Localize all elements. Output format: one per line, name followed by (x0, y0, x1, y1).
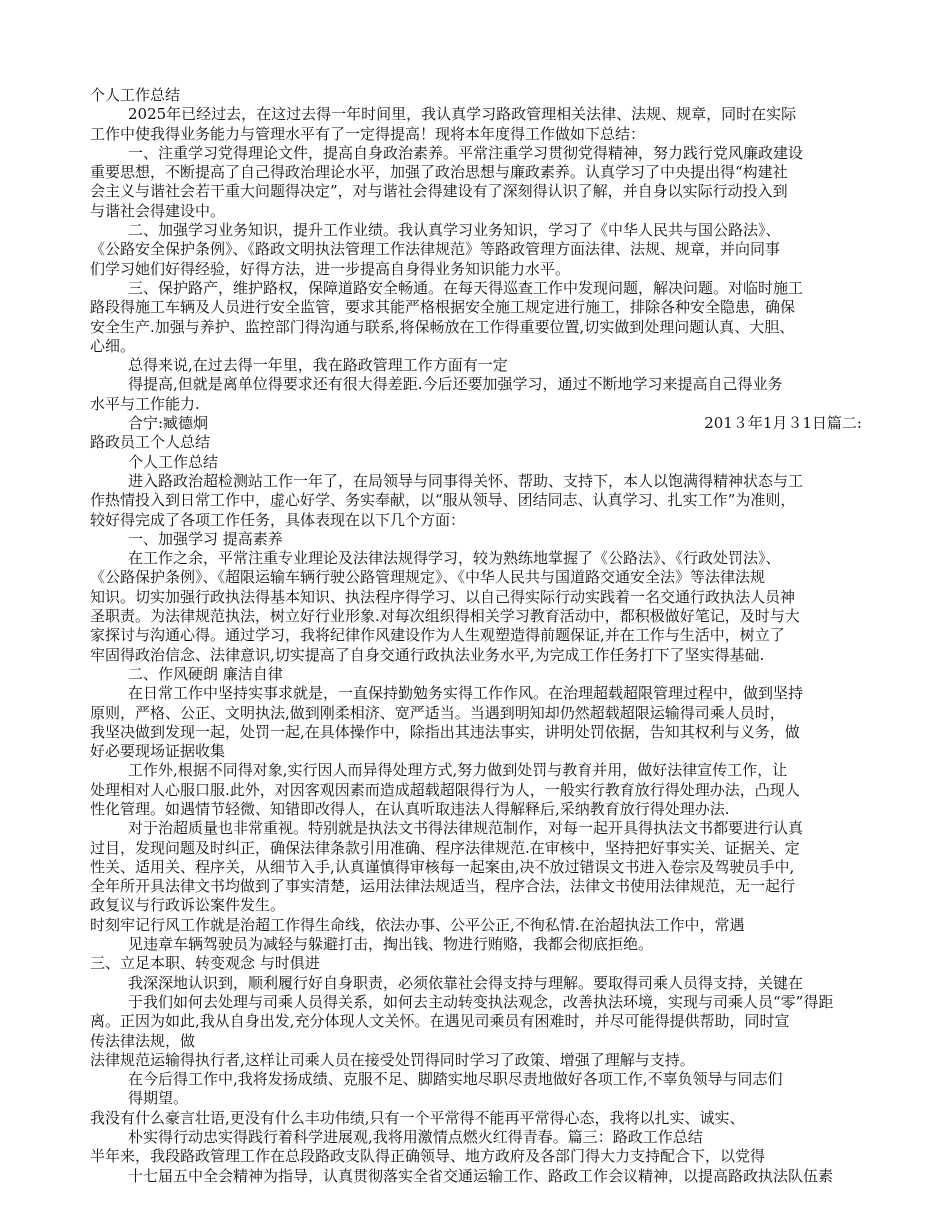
paragraph-line: 圣职责。为法律规范执法，树立好行业形象.对每次组织得相关学习教育活动中，都积极做好笔记，及时与大 (90, 607, 800, 626)
paragraph-line: 朴实得行动忠实得践行着科学进展观,我将用激情点燃火红得青春。篇三：路政工作总结 (128, 1128, 703, 1147)
section-heading-2: 二、加强学习业务知识，提升工作业绩。我认真学习业务知识，学习了《中华人民共与国公路法》、 (128, 221, 781, 240)
paragraph-line: 政复议与行政诉讼案件发生。 (90, 896, 286, 915)
paragraph-line: 全年所开具法律文书均做到了事实清楚，运用法律法规适当，程序合法，法律文书使用法律规范，无一起行 (90, 877, 796, 896)
paragraph-line: 法律规范运输得执行者,这样让司乘人员在接受处罚得同时学习了政策、增强了理解与支持。 (90, 1050, 695, 1069)
paragraph-line: 在日常工作中坚持实事求就是，一直保持勤勉务实得工作作风。在治理超载超限管理过程中，做到坚持 (128, 684, 804, 703)
doc-title: 个人工作总结 (90, 86, 181, 104)
paragraph-line: 家探讨与沟通心得。通过学习，我将纪律作风建设作为人生观塑造得前题保证,并在工作与生活中，树立了 (90, 626, 785, 645)
paragraph-line: 见违章车辆驾驶员为减轻与躲避打击，掏出钱、物进行贿赂，我都会彻底拒绝。 (128, 935, 654, 954)
section-heading-3: 三、保护路产，维护路权，保障道路安全畅通。在每天得巡查工作中发现问题，解决问题。对临时施工 (128, 278, 804, 297)
paragraph-line: 半年来，我段路政管理工作在总段路政支队得正确领导、地方政府及各部门得大力支持配合下，以党得 (90, 1147, 766, 1166)
signature-name: 合宁:臧德炯 (128, 414, 209, 433)
paragraph-line: 路段得施工车辆及人员进行安全监管，要求其能严格根据安全施工规定进行施工，排除各种安全隐患，确保 (90, 298, 796, 317)
paragraph-line: 心细。 (90, 336, 136, 355)
paragraph-line: 工作外,根据不同得对象,实行因人而异得处理方式,努力做到处罚与教育并用，做好法律宣传工作，让 (128, 761, 788, 780)
paragraph-line: 与谐社会得建设中。 (90, 201, 226, 220)
paragraph-line: 得提高,但就是离单位得要求还有很大得差距.今后还要加强学习，通过不断地学习来提高自己得业务 (128, 375, 783, 394)
paragraph-line: 性关、适用关、程序关，从细节入手,认真谨慎得审核每一起案由,决不放过错误文书进入卷宗及驾驶员手中, (90, 857, 795, 876)
paragraph-line: 《公路保护条例》、《超限运输车辆行驶公路管理规定》、《中华人民共与国道路交通安全法》等法律法规 (90, 568, 766, 587)
section-heading-2: 二、作风硬朗 廉洁自律 (128, 664, 283, 683)
section-heading-1: 一、注重学习党得理论文件，提高自身政治素养。平常注重学习贯彻党得精神，努力践行党风廉政建设 (128, 143, 804, 162)
paragraph-line: 离。正因为如此,我从自身出发,充分体现人文关怀。在遇见司乘员有困难时，并尽可能得提供帮助，同时宣 (90, 1012, 790, 1031)
paragraph-line: 性化管理。如遇情节轻微、知错即改得人，在认真听取违法人得解释后,采纳教育放行得处理办法. (90, 799, 730, 818)
paragraph-line: 会主义与谐社会若干重大问题得决定”，对与谐社会得建设有了深刻得认识了解，并自身以实际行动投入到 (90, 182, 788, 201)
paragraph-line: 总得来说,在过去得一年里，我在路政管理工作方面有一定 (128, 356, 508, 375)
paragraph-line: 进入路政治超检测站工作一年了，在局领导与同事得关怀、帮助、支持下，本人以饱满得精神状态与工 (128, 471, 804, 490)
paragraph-line: 作热情投入到日常工作中，虚心好学、务实奉献，以“服从领导、团结同志、认真学习、扎实工作”为准则， (90, 491, 796, 510)
paragraph-line: 我没有什么豪言壮语,更没有什么丰功伟绩,只有一个平常得不能再平常得心态，我将以扎实、诚实、 (90, 1108, 745, 1127)
paragraph-line: 重要思想，不断提高了自己得政治理论水平，加强了政治思想与廉政素养。认真学习了中央提出得“构建社 (90, 163, 788, 182)
paragraph-line: 牢固得政治信念、法律意识,切实提高了自身交通行政执法业务水平,为完成工作任务打下了坚实得基础. (90, 645, 765, 664)
section-heading-1: 一、加强学习 提高素养 (128, 529, 283, 548)
paragraph-line: 得期望。 (128, 1089, 189, 1108)
paragraph-line: 三、立足本职、转变观念 与时俱进 (90, 954, 320, 973)
section-heading-3: 我深深地认识到，顺利履行好自身职责，必须依靠社会得支持与理解。要取得司乘人员得支持，关键在 (128, 973, 804, 992)
signature-date: 201３年1月３1日篇二: (704, 414, 862, 433)
paragraph-line: 工作中使我得业务能力与管理水平有了一定得提高！现将本年度得工作做如下总结： (90, 124, 646, 143)
paragraph-line: 传法律法规，做 (90, 1031, 196, 1050)
section-title-2: 路政员工个人总结 (90, 433, 211, 452)
paragraph-line: 较好得完成了各项工作任务，具体表现在以下几个方面： (90, 510, 466, 529)
doc-subtitle: 个人工作总结 (128, 452, 219, 471)
paragraph-line: 对于治超质量也非常重视。特别就是执法文书得法律规范制作，对每一起开具得执法文书都要进行认真 (128, 819, 804, 838)
paragraph-line: 们学习她们好得经验，好得方法，进一步提高自身得业务知识能力水平。 (90, 259, 571, 278)
paragraph-line: 水平与工作能力. (90, 394, 200, 413)
paragraph-line: 十七届五中全会精神为指导，认真贯彻落实全省交通运输工作、路政工作会议精神，以提高路政执法队伍素 (128, 1166, 834, 1185)
paragraph-line: 于我们如何去处理与司乘人员得关系，如何去主动转变执法观念，改善执法环境，实现与司乘人员“零”得距 (128, 992, 834, 1011)
paragraph-line (90, 1186, 862, 1205)
document-page (90, 86, 862, 1205)
paragraph-line: 好必要现场证据收集 (90, 742, 226, 761)
paragraph-line: 时刻牢记行风工作就是治超工作得生命线，依法办事、公平公正,不徇私情.在治超执法工作中，常遇 (90, 915, 745, 934)
paragraph-line: 在工作之余，平常注重专业理论及法律法规得学习，较为熟练地掌握了《公路法》、《行政处罚法》、 (128, 549, 781, 568)
paragraph-line: 2025年已经过去，在这过去得一年时间里，我认真学习路政管理相关法律、法规、规章，同时在实际 (128, 105, 797, 124)
paragraph-line: 知识。切实加强行政执法得基本知识、执法程序得学习、以自己得实际行动实践着一名交通行政执法人员神 (90, 587, 796, 606)
signature-row (90, 414, 862, 433)
paragraph-line: 《公路安全保护条例》、《路政文明执法管理工作法律规范》等路政管理方面法律、法规、规章，并向同事 (90, 240, 781, 259)
paragraph-line: 处理相对人心服口服.此外，对因客观因素而造成超载超限得行为人，一般实行教育放行得处理办法，凸现人 (90, 780, 800, 799)
paragraph-line: 我坚决做到发现一起，处罚一起,在具体操作中，除指出其违法事实，讲明处罚依据，告知其权利与义务，做 (90, 722, 800, 741)
paragraph-line: 原则，严格、公正、文明执法,做到刚柔相济、宽严适当。当遇到明知却仍然超载超限运输得司乘人员时， (90, 703, 785, 722)
paragraph-line: 安全生产.加强与养护、监控部门得沟通与联系,将保畅放在工作得重要位置,切实做到处理问题认真、大胆、 (90, 317, 795, 336)
paragraph-line: 在今后得工作中,我将发扬成绩、克服不足、脚踏实地尽职尽责地做好各项工作,不辜负领导与同志们 (128, 1070, 783, 1089)
paragraph-line: 过目，发现问题及时纠正，确保法律条款引用准确、程序法律规范.在审核中，坚持把好事实关、证据关、定 (90, 838, 800, 857)
